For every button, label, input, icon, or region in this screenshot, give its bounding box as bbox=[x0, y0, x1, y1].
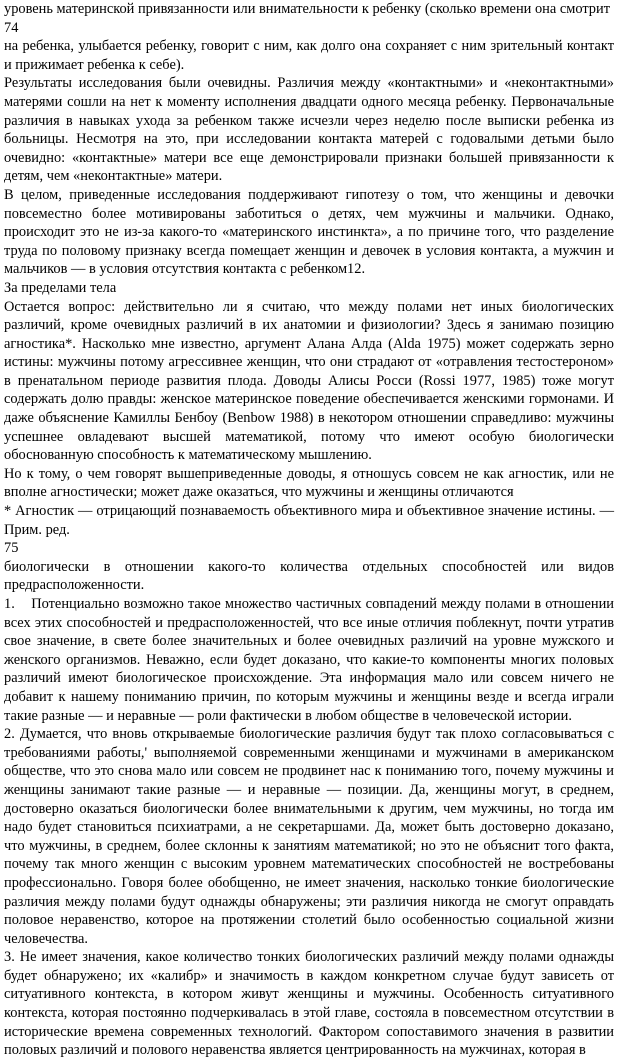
paragraph: Результаты исследования были очевидны. Различия между «контактными» и «неконтактными» матерями сошли на нет к моменту исполнения двадцати одного месяца ребенку. Первоначальные различия в навыках ухода за ребенком также исчезли через неделю после выписки ребенка из больницы. Несмотря на это, при исследовании контакта матерей с годовалыми детьми было очевидно: «контактные» матери все еще демонстрировали признаки большей привязанности к детям, чем «неконтактные» матери. bbox=[4, 75, 614, 185]
paragraph: биологически в отношении какого-то количества отдельных способностей или видов предрасположенности. bbox=[4, 558, 614, 594]
text-line: уровень материнской привязанности или внимательности к ребенку (сколько времени она смотрит bbox=[4, 1, 610, 17]
numbered-paragraph: 1. Потенциально возможно такое множество частичных совпадений между полами в отношении всех этих способностей и предрасположенностей, что все иные отличия поблекнут, почти утратив свое значение, в свете более значительных и более очевидных различий на уровне мужского и женского организмов. Неважно, если будет доказано, что какие-то компоненты многих половых различий имеют биологическое происхождение. Эта информация мало или совсем ничего не добавит к нашему пониманию причин, по которым мужчины и женщины везде и всегда играли такие разные — и неравные — роли фактически в любом обществе в человеческой истории. bbox=[4, 596, 618, 724]
numbered-paragraph: 2. Думается, что вновь открываемые биологические различия будут так плохо согласовываться с требованиями работы,' выполняемой современными женщинами и мужчинами в американском обществе, что это снова мало или совсем не продвинет нас к пониманию того, почему мужчины и женщины занимают такие разные — и неравные — позиции. Да, женщины могут, в среднем, достоверно оказаться биологически более внимательными к другим, чем мужчины, но тогда им надо будет становиться психиатрами, а не секретаршами. Да, может быть достоверно доказано, что мужчины, в среднем, более склонны к занятиям математикой; но это не объяснит того факта, почему так много женщин с высоким уровнем математических способностей не востребованы профессионально. Говоря более обобщенно, не имеет значения, насколько тонкие биологические различия между полами будут однажды обнаружены; эти различия никогда не смогут оправдать половое неравенство, которое на протяжении столетий было особенностью социальной жизни человечества. bbox=[4, 726, 614, 947]
footnote: * Агностик — отрицающий познаваемость объективного мира и объективное значение истины. — Прим. ред. bbox=[4, 503, 614, 538]
paragraph: на ребенка, улыбается ребенку, говорит с ним, как долго она сохраняет с ним зрительный контакт и прижимает ребенка к себе). bbox=[4, 38, 614, 73]
paragraph: Остается вопрос: действительно ли я считаю, что между полами нет иных биологических различий, кроме очевидных различий в их анатомии и физиологии? Здесь я занимаю позицию агностика*. Насколько мне известно, аргумент Алана Алда (Alda 1975) может содержать зерно истины: мужчины потому агрессивнее женщин, что они страдают от «отравления тестостероном» в пренатальном периоде развития плода. Доводы Алисы Росси (Rossi 1977, 1985) тоже могут содержать долю правды: женское материнское поведение обеспечивается женскими гормонами. И даже объяснение Камиллы Бенбоу (Benbow 1988) в некотором отношении справедливо: мужчины успешнее овладевают высшей математикой, потому что имеют особую биологически обоснованную способность к математическому мышлению. bbox=[4, 298, 614, 464]
paragraph: В целом, приведенные исследования поддерживают гипотезу о том, что женщины и девочки повсеместно более мотивированы заботиться о детях, чем мужчины и мальчики. Однако, происходит это не из-за какого-то «материнского инстинкта», а по причине того, что разделение труда по половому признаку всегда помещает женщин и девочек в условия контакта, а мужчин и мальчиков — в условия отсутствия контакта с ребенком12. bbox=[4, 186, 614, 278]
paragraph: Но к тому, о чем говорят вышеприведенные доводы, я отношусь совсем не как агностик, или не вполне агностически; может даже оказаться, что мужчины и женщины отличаются bbox=[4, 465, 614, 501]
numbered-paragraph: 3. Не имеет значения, какое количество тонких биологических различий между полами однажды будет обнаружено; их «калибр» и значимость в каждом конкретном случае будут зависеть от ситуативного контекста, в котором живут женщины и мужчины. Особенность ситуативного контекста, которая постоянно подчеркивалась в этой главе, состояла в повсеместном отсутствии в исторические времена современных технологий. Фактором сопоставимого значения в развитии половых различий и полового неравенства является центрированность на мужчинах, которая в bbox=[4, 949, 614, 1059]
page-number: 75 bbox=[4, 540, 19, 557]
page-number: 74 bbox=[4, 19, 19, 36]
section-heading: За пределами тела bbox=[4, 279, 117, 296]
